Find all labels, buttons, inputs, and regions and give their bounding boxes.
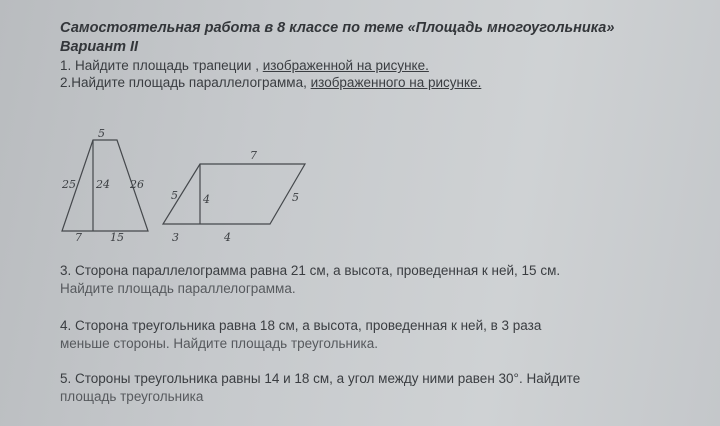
worksheet-title: Самостоятельная работа в 8 классе по теме «Площадь многоугольника» bbox=[60, 20, 615, 36]
task-3-line-2: Найдите площадь параллелограмма. bbox=[60, 281, 296, 296]
task-3-line-1: 3. Сторона параллелограмма равна 21 см, а высота, проведенная к ней, 15 см. bbox=[60, 263, 561, 278]
trapezoid-bottom-right-label: 15 bbox=[110, 231, 124, 244]
task-1-underlined: изображенной на рисунке. bbox=[262, 58, 429, 73]
trapezoid-bottom-left-label: 7 bbox=[75, 231, 82, 244]
task-5-line-1: 5. Стороны треугольника равны 14 и 18 см, а угол между ними равен 30°. Найдите bbox=[60, 371, 581, 386]
trapezoid-left-label: 25 bbox=[62, 178, 76, 191]
geometry-figures bbox=[50, 120, 380, 250]
parallelogram-shape bbox=[163, 164, 305, 224]
task-2 bbox=[60, 75, 481, 90]
parallelogram-height-label: 4 bbox=[203, 193, 210, 206]
task-2-underlined: изображенного на рисунке. bbox=[310, 75, 482, 90]
task-4-line-2: меньше стороны. Найдите площадь треугольника. bbox=[60, 336, 378, 351]
trapezoid-right-label: 26 bbox=[130, 178, 144, 191]
task-2-text: 2.Найдите площадь параллелограмма, bbox=[60, 75, 307, 90]
parallelogram-left-label: 5 bbox=[171, 189, 178, 202]
variant-label: Вариант II bbox=[60, 39, 139, 55]
parallelogram-top-label: 7 bbox=[250, 149, 257, 162]
trapezoid-top-label: 5 bbox=[98, 127, 105, 140]
task-4-line-1: 4. Сторона треугольника равна 18 см, а высота, проведенная к ней, в 3 раза bbox=[60, 318, 542, 333]
parallelogram-bottom-right-label: 4 bbox=[224, 231, 231, 244]
task-1 bbox=[60, 58, 429, 73]
task-1-text: 1. Найдите площадь трапеции , bbox=[60, 58, 259, 73]
parallelogram-right-label: 5 bbox=[292, 191, 299, 204]
task-5-line-2: площадь треугольника bbox=[60, 389, 204, 404]
parallelogram-bottom-left-label: 3 bbox=[172, 231, 179, 244]
trapezoid-height-label: 24 bbox=[96, 178, 110, 191]
